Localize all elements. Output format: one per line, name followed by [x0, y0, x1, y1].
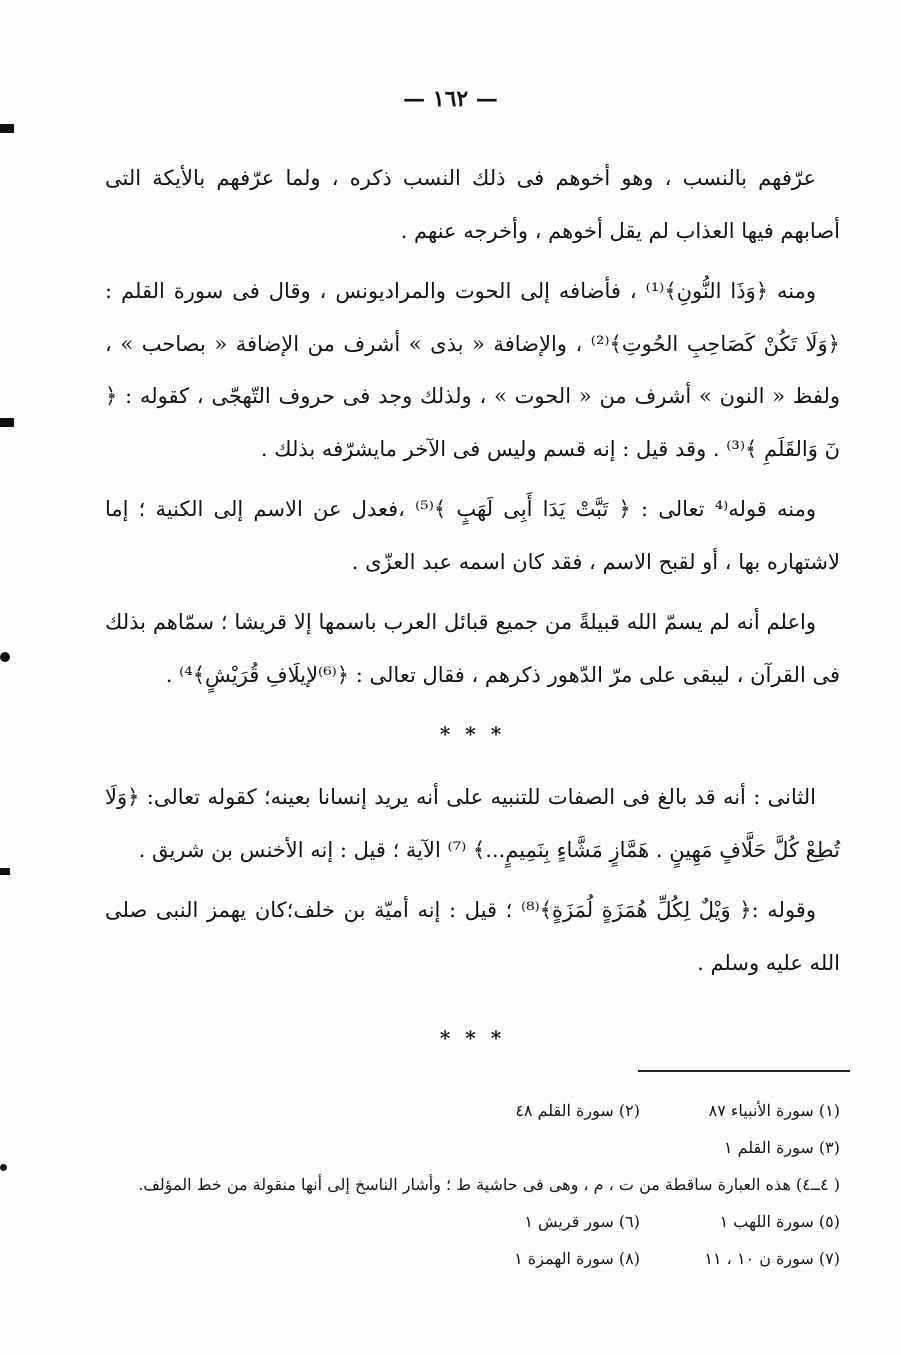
footnote: (١) سورة الأنبياء ٨٧ — [708, 1101, 840, 1120]
footnote: (٧) سورة ن ١٠ ، ١١ — [704, 1249, 840, 1268]
scan-mark — [0, 1164, 7, 1171]
footnote: (٥) سورة اللهب ١ — [719, 1212, 840, 1231]
footnote-rule — [638, 1070, 850, 1072]
main-text — [105, 152, 840, 1075]
scan-mark — [0, 868, 10, 875]
paragraph: ومنه ﴿وَذَا النُّونِ﴾⁽¹⁾ ، فأضافه إلى الحوت والمراديونس ، وقال فى سورة القلم : ﴿وَلَا تَكُنْ كَصَاحِبِ الحُوتِ﴾⁽²⁾ ، والإضافة « بذى » أشرف من الإضافة « بصاحب » ، ولفظ « النون » أشرف من « الحوت » ، ولذلك وجد فى حروف التّهجّى ، كقوله : ﴿ نٓ وَالقَلَمِ ﴾⁽³⁾ . وقد قيل : إنه قسم وليس فى الآخر مايشرّفه بذلك . — [105, 279, 840, 461]
footnote-row — [100, 1129, 840, 1166]
footnote: ( ٤ــ٤) هذه العبارة ساقطة من ت ، م ، وهى فى حاشية ط ؛ وأشار الناسخ إلى أنها منقولة من خط المؤلف. — [138, 1175, 840, 1194]
footnote-row — [100, 1092, 840, 1129]
footnote-row — [100, 1240, 840, 1277]
paragraph: عرّفهم بالنسب ، وهو أخوهم فى ذلك النسب ذكره ، ولما عرّفهم بالأيكة التى أصابهم فيها العذاب لم يقل أخوهم ، وأخرجه عنهم . — [105, 166, 840, 243]
scan-mark — [0, 124, 14, 133]
footnote: (٢) سورة القلم ٤٨ — [515, 1101, 640, 1120]
section-separator: * * * — [439, 722, 506, 746]
footnote-row — [100, 1166, 840, 1203]
footnote: (٦) سور قريش ١ — [524, 1212, 640, 1231]
scan-mark — [0, 652, 10, 662]
paragraph: ومنه قوله⁽⁴ تعالى : ﴿ تَبَّتْ يَدَا أَبِى لَهَبٍ ﴾⁽⁵⁾ ،فعدل عن الاسم إلى الكنية ؛ إما لاشتهاره بها ، أو لقبح الاسم ، فقد كان اسمه عبد العزّى . — [105, 497, 840, 574]
section-separator-end: * * * — [439, 1026, 506, 1050]
footnotes — [100, 1092, 840, 1277]
paragraph: واعلم أنه لم يسمّ الله قبيلةً من جميع قبائل العرب باسمها إلا قريشا ؛ سمّاهم بذلك فى القرآن ، ليبقى على مرّ الدّهور ذكرهم ، فقال تعالى : ﴿⁽⁶⁾لإيلَافِ قُرَيْشٍ﴾⁴⁾ . — [105, 610, 840, 687]
footnote-row — [100, 1203, 840, 1240]
paragraph: وقوله :﴿ وَيْلٌ لِكُلِّ هُمَزَةٍ لُمَزَةٍ﴾⁽⁸⁾ ؛ قيل : إنه أميّة بن خلف؛كان يهمز النبى صلى الله عليه وسلم . — [105, 898, 840, 975]
footnote: (٣) سورة القلم ١ — [723, 1138, 840, 1157]
footnote: (٨) سورة الهمزة ١ — [514, 1249, 640, 1268]
page-number: — ١٦٢ — — [403, 86, 498, 112]
paragraph: الثانى : أنه قد بالغ فى الصفات للتنبيه على أنه يريد إنسانا بعينه؛ كقوله تعالى: ﴿وَلَا تُطِعْ كُلَّ حَلَّافٍ مَهِينٍ . هَمَّازٍ مَشَّاءٍ بِنَمِيمٍ...﴾ ⁽⁷⁾ الآية ؛ قيل : إنه الأخنس بن شريق . — [105, 785, 840, 862]
scan-mark — [0, 418, 14, 427]
